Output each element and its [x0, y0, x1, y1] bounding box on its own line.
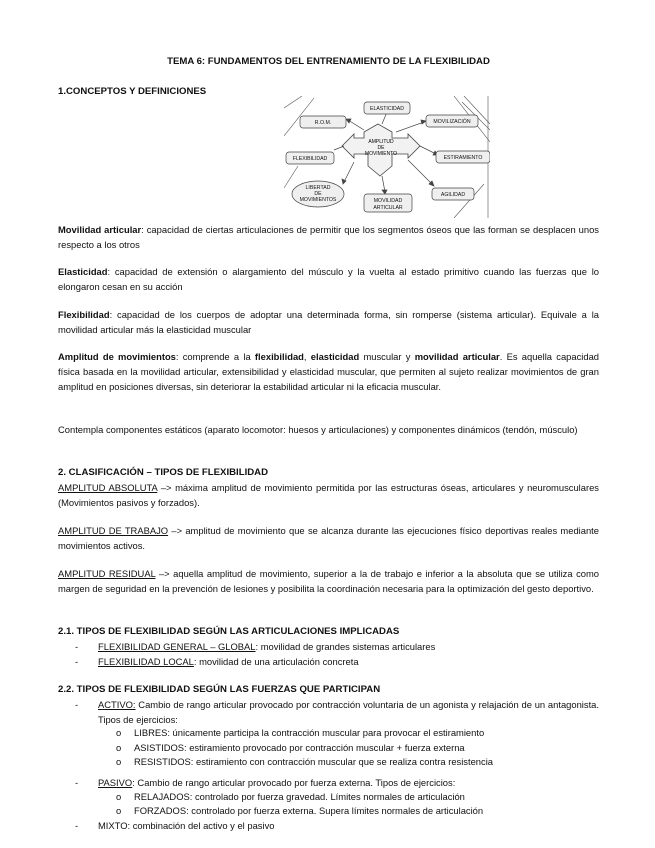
def-elasticidad	[58, 264, 599, 294]
activo-subitem-text: LIBRES: únicamente participa la contracción muscular para provocar el estiramiento	[134, 727, 485, 738]
node-libertad-2: DE	[314, 191, 322, 197]
node-agilidad: AGILIDAD	[440, 192, 466, 198]
def-movilidad	[58, 222, 599, 252]
node-elasticidad: ELASTICIDAD	[369, 106, 405, 112]
pasivo-subitem-text: FORZADOS: controlado por fuerza externa. Supera límites normales de articulación	[134, 805, 484, 816]
text-amplitud-3: muscular y	[359, 351, 415, 362]
circle-bullet: o	[116, 805, 122, 816]
bold-amplitud-2: elasticidad	[310, 351, 360, 362]
section22-heading: 2.2. TIPOS DE FLEXIBILIDAD SEGÚN LAS FUERZAS QUE PARTICIPAN	[58, 684, 381, 695]
dash-bullet: -	[75, 656, 79, 667]
activo-subitem-1	[116, 725, 599, 740]
text-general: : movilidad de grandes sistemas articulares	[255, 641, 436, 652]
activo-subitem-2	[116, 740, 599, 755]
text-flexibilidad: : capacidad de los cuerpos de adoptar una determinada forma, sin romperse (sistema articular). Equivale a la movilidad articular más la elasticidad muscular	[58, 309, 599, 336]
def-flexibilidad	[58, 307, 599, 337]
dash-bullet: -	[75, 641, 79, 652]
text-activo: Cambio de rango articular provocado por contracción voluntaria de un agonista y relajación de un antagonista. Tipos de ejercicios:	[98, 699, 599, 726]
term-residual: AMPLITUD RESIDUAL	[58, 568, 156, 579]
list-item-general	[58, 639, 599, 654]
center-label-1: AMPLITUD	[368, 139, 394, 145]
diagram-svg	[284, 96, 490, 218]
text-amplitud-2: ,	[303, 351, 311, 362]
node-rom: R.O.M.	[314, 120, 332, 126]
amplitud-diagram	[284, 96, 490, 218]
list-item-local	[58, 654, 599, 669]
pasivo-subitem-2	[116, 803, 599, 818]
node-flexibilidad: FLEXIBILIDAD	[292, 156, 328, 162]
list-item-activo	[58, 697, 599, 728]
section21-heading: 2.1. TIPOS DE FLEXIBILIDAD SEGÚN LAS ARTICULACIONES IMPLICADAS	[58, 626, 400, 637]
section1-heading: 1.CONCEPTOS Y DEFINICIONES	[58, 86, 207, 97]
def-amplitud	[58, 349, 599, 395]
circle-bullet: o	[116, 742, 122, 753]
list-item-mixto	[58, 818, 599, 833]
dash-bullet: -	[75, 699, 79, 710]
text-absoluta: –> máxima amplitud de movimiento permitida por las estructuras óseas, articulares y neuromusculares (Movimientos pasivos y forzados).	[58, 482, 599, 509]
node-libertad-1: LIBERTAD	[305, 185, 331, 191]
text-residual: –> aquella amplitud de movimiento, superior a la de trabajo e inferior a la absoluta que se utiliza como margen de seguridad en la prevención de lesiones y posibilita la coordinación necesaria para la optimización del gesto deportivo.	[58, 568, 599, 595]
term-absoluta: AMPLITUD ABSOLUTA	[58, 482, 158, 493]
node-estiramiento: ESTIRAMIENTO	[443, 155, 483, 161]
term-flexibilidad: Flexibilidad	[58, 309, 110, 320]
term-local: FLEXIBILIDAD LOCAL	[98, 656, 194, 667]
circle-bullet: o	[116, 791, 122, 802]
list-item-pasivo	[58, 775, 599, 790]
def-residual	[58, 566, 599, 596]
circle-bullet: o	[116, 727, 122, 738]
pasivo-subitem-1	[116, 789, 599, 804]
dash-bullet: -	[75, 777, 79, 788]
activo-subitem-text: ASISTIDOS: estiramiento provocado por contracción muscular + fuerza externa	[134, 742, 465, 753]
pasivo-subitem-text: RELAJADOS: controlado por fuerza gravedad. Límites normales de articulación	[134, 791, 465, 802]
dash-bullet: -	[75, 820, 79, 831]
activo-subitem-3	[116, 754, 599, 769]
term-activo: ACTIVO:	[98, 699, 136, 710]
term-amplitud: Amplitud de movimientos	[58, 351, 176, 362]
section2-heading: 2. CLASIFICACIÓN – TIPOS DE FLEXIBILIDAD	[58, 467, 269, 478]
text-local: : movilidad de una articulación concreta	[193, 656, 359, 667]
text-pasivo: : Cambio de rango articular provocado por fuerza externa. Tipos de ejercicios:	[132, 777, 456, 788]
text-elasticidad: : capacidad de extensión o alargamiento del músculo y la vuelta al estado primitivo cuando las fuerzas que lo elongaron cesan en su acción	[58, 266, 599, 293]
activo-subitem-text: RESISTIDOS: estiramiento con contracción muscular que se realiza contra resistencia	[134, 756, 494, 767]
para-contempla: Contempla componentes estáticos (aparato locomotor: huesos y articulaciones) y componentes dinámicos (tendón, músculo)	[58, 424, 578, 435]
term-movilidad: Movilidad articular	[58, 224, 142, 235]
text-trabajo: –> amplitud de movimiento que se alcanza durante las ejecuciones físico deportivas reales mediante movimientos activos.	[58, 525, 599, 552]
term-trabajo: AMPLITUD DE TRABAJO	[58, 525, 169, 536]
def-absoluta	[58, 480, 599, 510]
text-movilidad: : capacidad de ciertas articulaciones de permitir que los segmentos óseos que las forman se desplacen unos respecto a los otros	[58, 224, 599, 251]
node-libertad-3: MOVIMIENTOS	[299, 197, 337, 203]
text-amplitud-1: : comprende a la	[175, 351, 255, 362]
page-title: TEMA 6: FUNDAMENTOS DEL ENTRENAMIENTO DE LA FLEXIBILIDAD	[167, 56, 490, 67]
bold-amplitud-1: flexibilidad	[254, 351, 304, 362]
bold-amplitud-3: movilidad articular	[414, 351, 500, 362]
text-amplitud-4: . Es aquella capacidad física basada en la movilidad articular, extensibilidad y elasticidad muscular, que permiten al sujeto realizar movimientos de gran amplitud en posiciones diversas, sin deteriorar la estabilidad articular ni la eficacia muscular.	[58, 351, 599, 393]
center-label-2: DE	[377, 145, 385, 151]
node-movilidad-1: MOVILIDAD	[373, 198, 403, 204]
node-movilidad-2: ARTICULAR	[373, 205, 403, 211]
term-general: FLEXIBILIDAD GENERAL – GLOBAL	[98, 641, 256, 652]
term-elasticidad: Elasticidad	[58, 266, 108, 277]
node-movilizacion: MOVILIZACIÓN	[433, 119, 471, 125]
def-trabajo	[58, 523, 599, 553]
text-mixto: MIXTO: combinación del activo y el pasivo	[98, 820, 275, 831]
center-label-3: MOVIMIENTO	[364, 151, 398, 157]
circle-bullet: o	[116, 756, 122, 767]
term-pasivo: PASIVO	[98, 777, 133, 788]
